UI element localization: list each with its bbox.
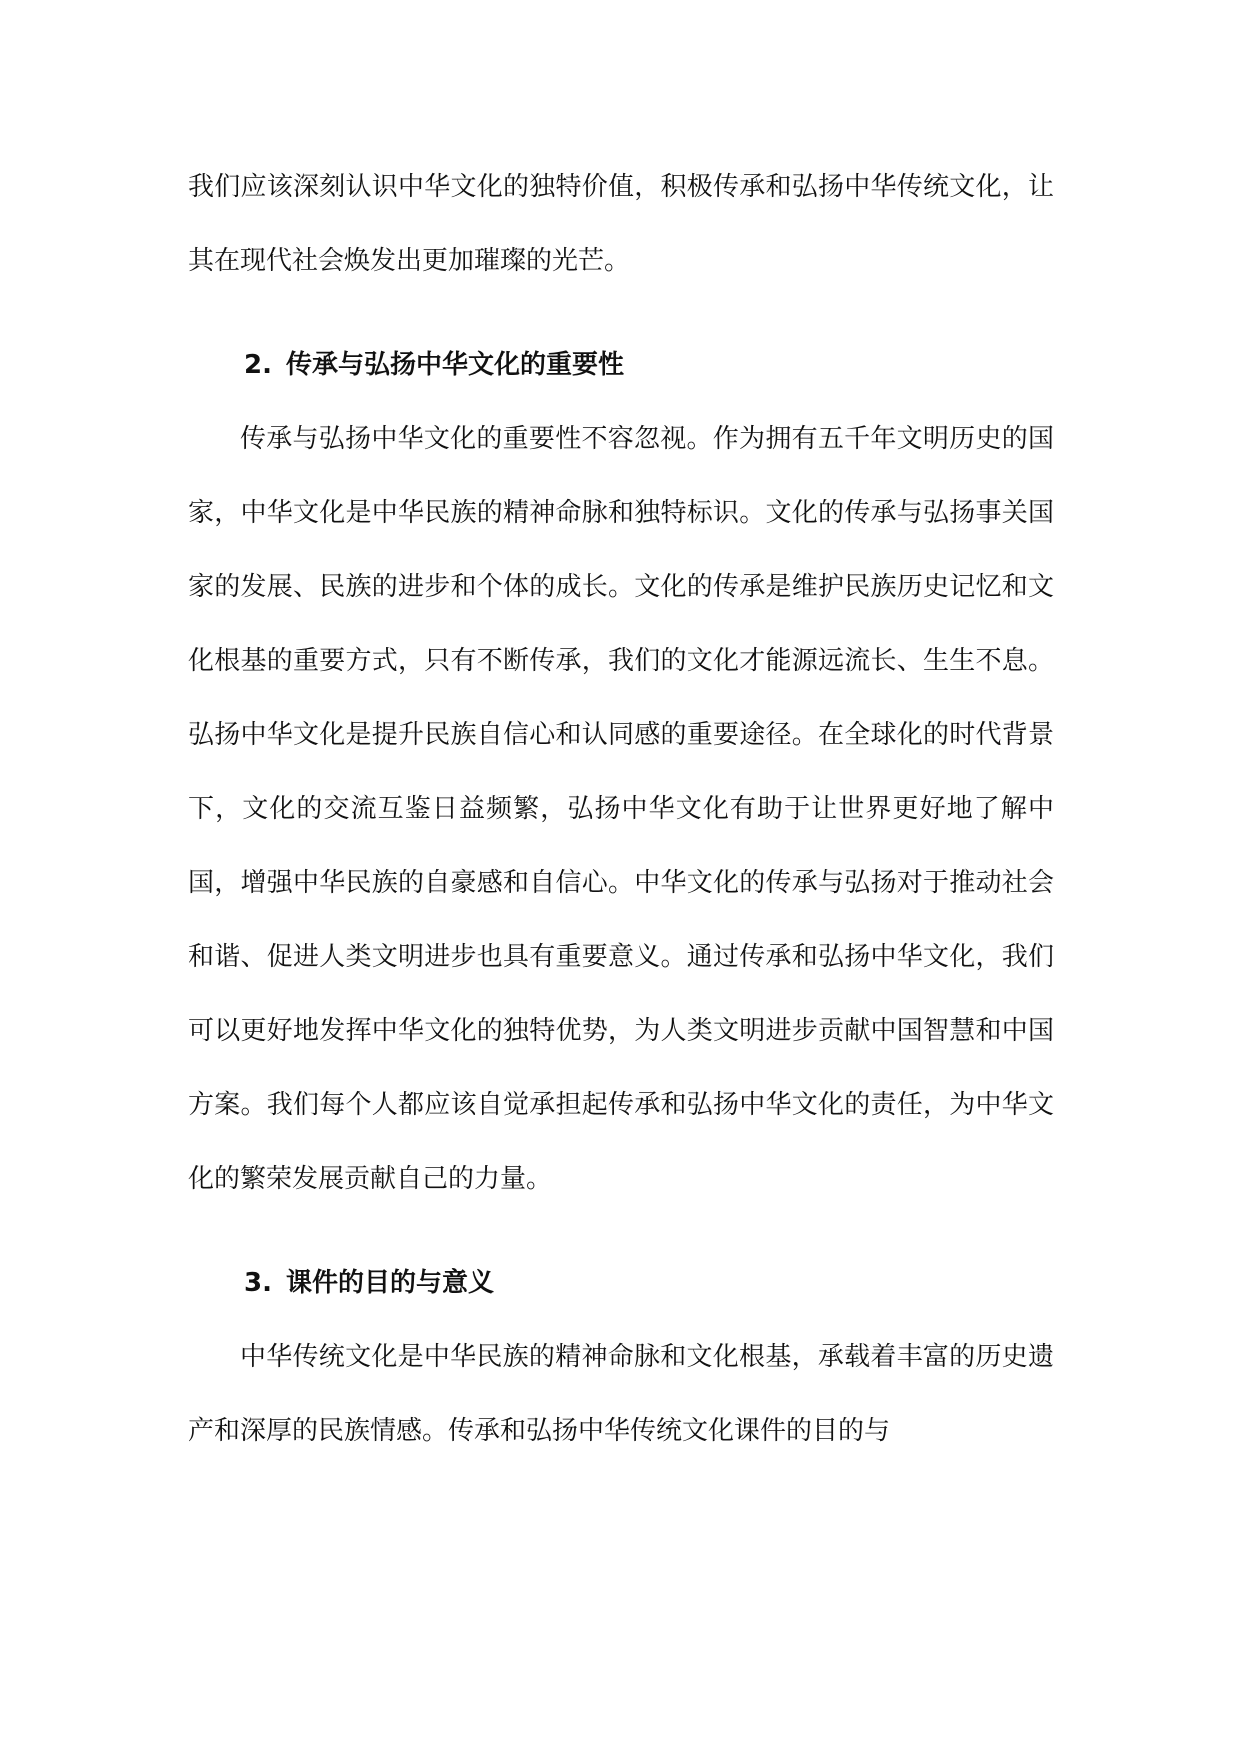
section-3-title: 课件的目的与意义 bbox=[285, 1268, 494, 1298]
section-3-paragraph: 中华传统文化是中华民族的精神命脉和文化根基，承载着丰富的历史遗产和深厚的民族情感。传承和弘扬中华传统文化课件的目的与 bbox=[188, 1342, 1054, 1446]
section-3-heading bbox=[188, 1246, 1054, 1320]
document-body bbox=[188, 150, 1054, 1468]
intro-paragraph: 我们应该深刻认识中华文化的独特价值，积极传承和弘扬中华传统文化，让其在现代社会焕发出更加璀璨的光芒。 bbox=[188, 172, 1054, 276]
section-2-number: 2. bbox=[244, 350, 272, 380]
section-2-title: 传承与弘扬中华文化的重要性 bbox=[285, 350, 624, 380]
section-2-paragraph: 传承与弘扬中华文化的重要性不容忽视。作为拥有五千年文明历史的国家，中华文化是中华民族的精神命脉和独特标识。文化的传承与弘扬事关国家的发展、民族的进步和个体的成长。文化的传承是维护民族历史记忆和文化根基的重要方式，只有不断传承，我们的文化才能源远流长、生生不息。弘扬中华文化是提升民族自信心和认同感的重要途径。在全球化的时代背景下，文化的交流互鉴日益频繁，弘扬中华文化有助于让世界更好地了解中国，增强中华民族的自豪感和自信心。中华文化的传承与弘扬对于推动社会和谐、促进人类文明进步也具有重要意义。通过传承和弘扬中华文化，我们可以更好地发挥中华文化的独特优势，为人类文明进步贡献中国智慧和中国方案。我们每个人都应该自觉承担起传承和弘扬中华文化的责任，为中华文化的繁荣发展贡献自己的力量。 bbox=[188, 424, 1054, 1194]
section-3-number: 3. bbox=[244, 1268, 272, 1298]
section-2-heading bbox=[188, 328, 1054, 402]
